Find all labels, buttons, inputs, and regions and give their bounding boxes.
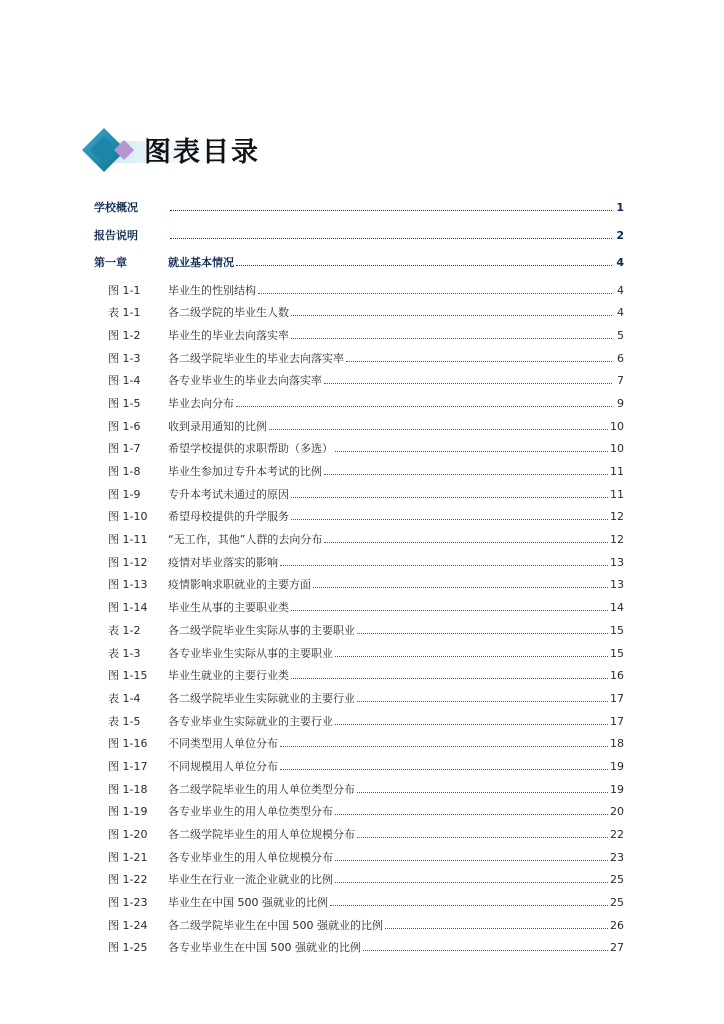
toc-figure-entry[interactable] <box>94 556 624 579</box>
toc-entry-label: 图 1-10 <box>108 510 148 524</box>
toc-entry-page: 18 <box>610 737 624 751</box>
toc-entry-title: 各二级学院毕业生的毕业去向落实率 <box>168 351 344 365</box>
dot-leader <box>313 587 608 588</box>
toc-entry-page: 1 <box>616 201 624 214</box>
toc-figure-entry[interactable] <box>94 896 624 919</box>
toc-entry-label: 图 1-1 <box>108 283 141 297</box>
toc-entry-page: 27 <box>610 941 624 955</box>
toc-entry-title: 希望母校提供的升学服务 <box>168 510 289 524</box>
toc-entry-label: 图 1-19 <box>108 805 148 819</box>
dot-leader <box>324 474 608 475</box>
page-title: 图表目录 <box>144 137 260 168</box>
toc-header <box>82 126 260 176</box>
toc-entry-page: 4 <box>616 256 624 269</box>
toc-entry-page: 11 <box>610 487 624 501</box>
toc-entry-title: 各专业毕业生实际就业的主要行业 <box>168 714 333 728</box>
toc-entry-label: 学校概况 <box>94 201 138 214</box>
toc-entry-label: 图 1-16 <box>108 737 148 751</box>
toc-entry-title: “无工作，其他”人群的去向分布 <box>168 533 323 547</box>
toc-entry-label: 图 1-9 <box>108 487 141 501</box>
toc-entry-label: 图 1-13 <box>108 578 148 592</box>
dot-leader <box>291 610 608 611</box>
toc-top-entry[interactable] <box>94 256 624 284</box>
toc-entry-title: 各专业毕业生的用人单位规模分布 <box>168 850 333 864</box>
toc-entry-page: 15 <box>610 646 624 660</box>
dot-leader <box>291 338 612 339</box>
toc-figure-entry[interactable] <box>94 465 624 488</box>
toc-entry-label: 图 1-3 <box>108 351 141 365</box>
toc-entry-label: 图 1-25 <box>108 941 148 955</box>
toc-entry-title: 疫情影响求职就业的主要方面 <box>168 578 311 592</box>
toc-entry-title: 毕业生的毕业去向落实率 <box>168 328 289 342</box>
toc-figure-entry[interactable] <box>94 941 624 964</box>
toc-entry-title: 各二级学院毕业生在中国 500 强就业的比例 <box>168 918 383 932</box>
toc-entry-title: 希望学校提供的求职帮助（多选） <box>168 442 333 456</box>
toc-top-entry[interactable] <box>94 201 624 229</box>
toc-entry-page: 17 <box>610 714 624 728</box>
toc-figure-entry[interactable] <box>94 284 624 307</box>
dot-leader <box>335 882 608 883</box>
toc-entry-label: 表 1-3 <box>108 646 141 660</box>
toc-figure-entry[interactable] <box>94 488 624 511</box>
toc-figure-entry[interactable] <box>94 647 624 670</box>
toc-figure-entry[interactable] <box>94 873 624 896</box>
toc-entry-page: 9 <box>617 396 624 410</box>
toc-entry-label: 图 1-20 <box>108 828 148 841</box>
toc-entry-page: 22 <box>610 828 624 841</box>
toc-entry-title: 各专业毕业生的用人单位类型分布 <box>168 805 333 819</box>
toc-entry-title: 毕业生参加过专升本考试的比例 <box>168 465 322 478</box>
toc-entry-page: 19 <box>610 782 624 796</box>
toc-entry-label: 表 1-2 <box>108 623 141 637</box>
toc-entry-label: 图 1-17 <box>108 759 148 773</box>
toc-entry-label: 图 1-4 <box>108 374 141 388</box>
toc-entry-page: 11 <box>610 465 624 478</box>
toc-entry-page: 26 <box>610 918 624 932</box>
toc-entry-page: 15 <box>610 623 624 637</box>
toc-figure-entry[interactable] <box>94 397 624 420</box>
toc-figure-entry[interactable] <box>94 851 624 874</box>
toc-entry-label: 图 1-21 <box>108 850 148 864</box>
dot-leader <box>291 315 612 316</box>
toc-figure-entry[interactable] <box>94 306 624 329</box>
toc-entry-page: 14 <box>610 601 624 615</box>
dot-leader <box>357 837 608 838</box>
toc-entry-title: 各二级学院毕业生实际就业的主要行业 <box>168 691 355 705</box>
toc-entry-title: 不同规模用人单位分布 <box>168 759 278 773</box>
toc-entry-title: 毕业生在行业一流企业就业的比例 <box>168 873 333 887</box>
toc-figure-entry[interactable] <box>94 442 624 465</box>
toc-figure-entry[interactable] <box>94 510 624 533</box>
toc-figure-entry[interactable] <box>94 828 624 851</box>
dot-leader <box>357 792 608 793</box>
dot-leader <box>280 769 608 770</box>
dot-leader <box>385 928 608 929</box>
dot-leader <box>335 451 608 452</box>
toc-entry-title: 各二级学院毕业生实际从事的主要职业 <box>168 623 355 637</box>
toc-figure-entry[interactable] <box>94 578 624 601</box>
toc-entry-page: 10 <box>610 442 624 456</box>
dot-leader <box>170 238 612 239</box>
toc-entry-title: 不同类型用人单位分布 <box>168 737 278 751</box>
dot-leader <box>291 519 608 520</box>
toc-entry-label: 报告说明 <box>94 228 138 242</box>
dot-leader <box>258 293 612 294</box>
toc-entry-page: 16 <box>610 669 624 683</box>
toc-entry-title: 疫情对毕业落实的影响 <box>168 555 278 569</box>
dot-leader <box>330 905 608 906</box>
toc-figure-entry[interactable] <box>94 601 624 624</box>
toc-entry-page: 19 <box>610 759 624 773</box>
toc-entry-page: 4 <box>617 283 624 297</box>
toc-entry-label: 图 1-15 <box>108 669 148 683</box>
toc-entry-label: 图 1-22 <box>108 873 148 887</box>
toc-entry-page: 13 <box>610 555 624 569</box>
toc-entry-page: 4 <box>617 306 624 320</box>
dot-leader <box>335 724 608 725</box>
toc-figure-entry[interactable] <box>94 760 624 783</box>
dot-leader <box>291 497 608 498</box>
toc-entry-title: 毕业生的性别结构 <box>168 283 256 297</box>
toc-entry-title: 毕业去向分布 <box>168 396 234 410</box>
toc-entry-label: 表 1-5 <box>108 714 141 728</box>
toc-entry-page: 12 <box>610 510 624 524</box>
toc-entry-title: 各二级学院毕业生的用人单位规模分布 <box>168 828 355 841</box>
toc-entry-page: 17 <box>610 691 624 705</box>
toc-entry-page: 25 <box>610 873 624 887</box>
toc-entry-page: 7 <box>617 374 624 388</box>
toc-entry-label: 图 1-8 <box>108 465 141 478</box>
dot-leader <box>291 678 608 679</box>
toc-entry-page: 12 <box>610 533 624 547</box>
toc-entry-title: 就业基本情况 <box>168 256 234 269</box>
dot-leader <box>280 746 608 747</box>
toc-figure-entry[interactable] <box>94 533 624 556</box>
toc-entry-page: 2 <box>616 228 624 242</box>
toc-entry-page: 23 <box>610 850 624 864</box>
toc-entry-title: 专升本考试未通过的原因 <box>168 487 289 501</box>
toc-figure-entry[interactable] <box>94 783 624 806</box>
toc-entry-label: 图 1-18 <box>108 782 148 796</box>
toc-entry-page: 5 <box>617 328 624 342</box>
dot-leader <box>324 542 608 543</box>
toc-entry-title: 各二级学院毕业生的用人单位类型分布 <box>168 782 355 796</box>
dot-leader <box>357 633 608 634</box>
dot-leader <box>280 565 608 566</box>
toc-figure-entry[interactable] <box>94 624 624 647</box>
toc-entry-title: 毕业生从事的主要职业类 <box>168 601 289 615</box>
dot-leader <box>357 701 608 702</box>
toc-entry-page: 25 <box>610 896 624 910</box>
toc-figure-list <box>94 284 624 965</box>
toc-entry-title: 毕业生就业的主要行业类 <box>168 669 289 683</box>
toc-entry-page: 6 <box>617 351 624 365</box>
toc-entry-label: 第一章 <box>94 256 127 269</box>
dot-leader <box>335 656 608 657</box>
dot-leader <box>236 406 612 407</box>
dot-leader <box>363 950 608 951</box>
toc-entry-title: 毕业生在中国 500 强就业的比例 <box>168 896 328 910</box>
toc-entry-title: 各专业毕业生在中国 500 强就业的比例 <box>168 941 361 955</box>
toc-top-entry[interactable] <box>94 229 624 257</box>
toc-entry-label: 图 1-14 <box>108 601 148 615</box>
toc-figure-entry[interactable] <box>94 715 624 738</box>
toc-entry-label: 图 1-7 <box>108 442 141 456</box>
dot-leader <box>170 210 612 211</box>
toc-figure-entry[interactable] <box>94 352 624 375</box>
toc-figure-entry[interactable] <box>94 420 624 443</box>
toc-figure-entry[interactable] <box>94 737 624 760</box>
table-of-contents <box>94 201 624 964</box>
toc-entry-title: 各专业毕业生的毕业去向落实率 <box>168 374 322 388</box>
toc-entry-label: 表 1-1 <box>108 306 141 320</box>
dot-leader <box>335 814 608 815</box>
toc-figure-entry[interactable] <box>94 692 624 715</box>
toc-entry-label: 表 1-4 <box>108 691 141 705</box>
dot-leader <box>324 383 612 384</box>
toc-entry-label: 图 1-24 <box>108 918 148 932</box>
toc-entry-label: 图 1-5 <box>108 396 141 410</box>
dot-leader <box>335 860 608 861</box>
toc-figure-entry[interactable] <box>94 919 624 942</box>
toc-entry-title: 收到录用通知的比例 <box>168 419 267 433</box>
toc-entry-label: 图 1-6 <box>108 419 141 433</box>
toc-entry-page: 20 <box>610 805 624 819</box>
toc-figure-entry[interactable] <box>94 669 624 692</box>
toc-figure-entry[interactable] <box>94 805 624 828</box>
toc-entry-title: 各二级学院的毕业生人数 <box>168 306 289 320</box>
toc-entry-label: 图 1-2 <box>108 328 141 342</box>
toc-figure-entry[interactable] <box>94 374 624 397</box>
toc-entry-label: 图 1-23 <box>108 896 148 910</box>
toc-figure-entry[interactable] <box>94 329 624 352</box>
toc-entry-page: 10 <box>610 419 624 433</box>
dot-leader <box>346 361 612 362</box>
toc-entry-label: 图 1-11 <box>108 533 148 547</box>
toc-entry-page: 13 <box>610 578 624 592</box>
toc-entry-label: 图 1-12 <box>108 555 148 569</box>
toc-entry-title: 各专业毕业生实际从事的主要职业 <box>168 646 333 660</box>
dot-leader <box>269 429 608 430</box>
dot-leader <box>236 265 612 266</box>
